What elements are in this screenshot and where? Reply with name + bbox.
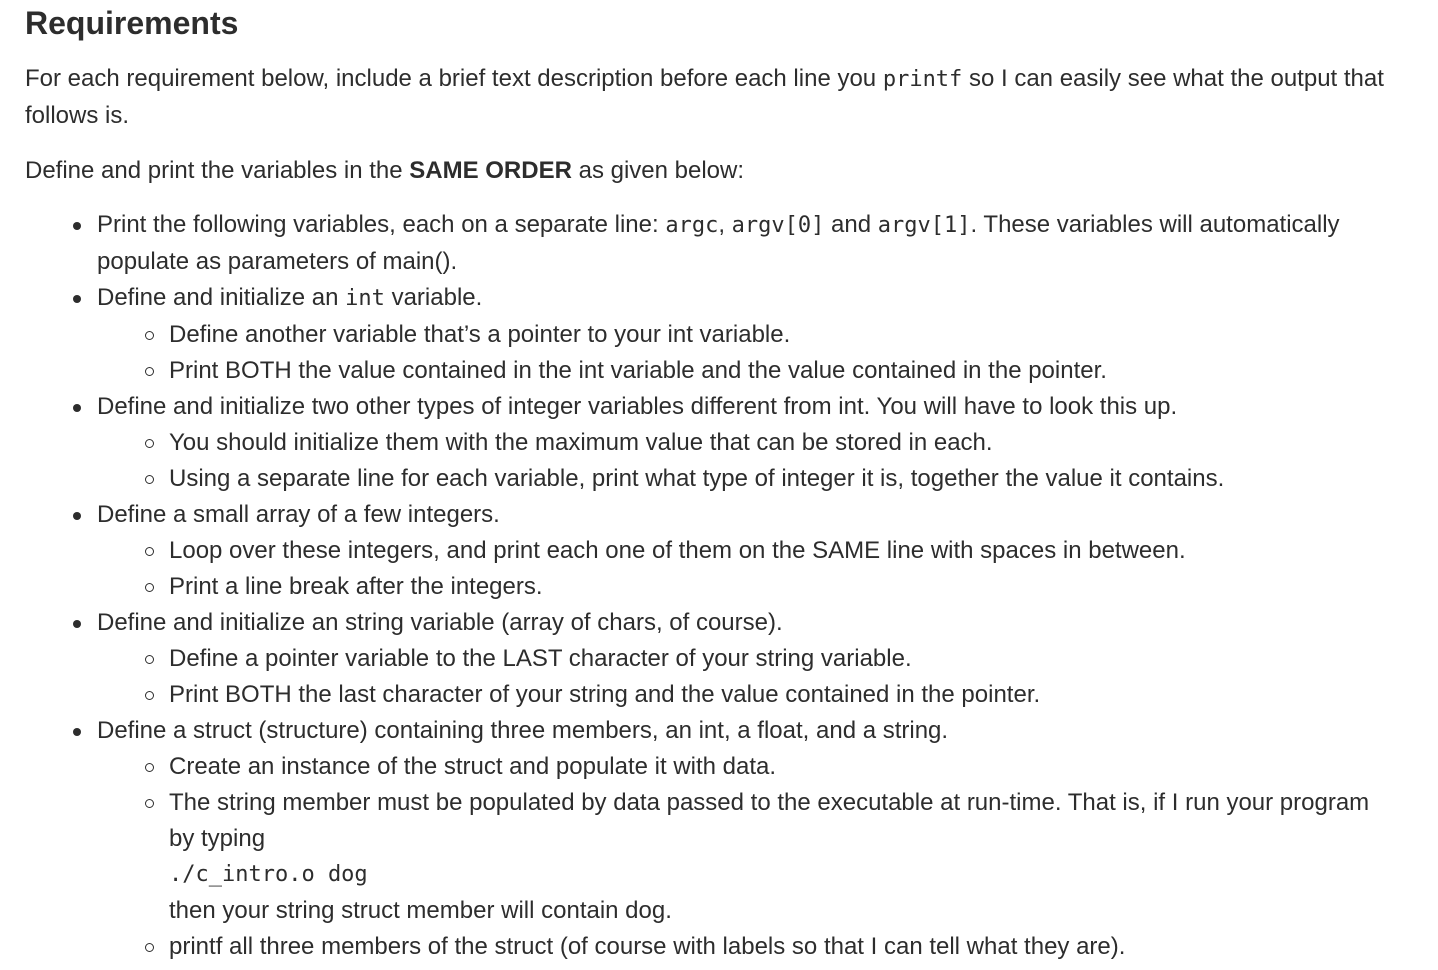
- bullet-circle-icon: [145, 475, 154, 484]
- item-text: Define and initialize an: [97, 284, 346, 311]
- sub-item-text: The string member must be populated by data passed to the executable at run-time. That is, if I run your program by typing: [169, 789, 1370, 852]
- sub-list-item: [169, 317, 1395, 353]
- inline-code: argv[1]: [877, 213, 971, 238]
- inline-code: argv[0]: [731, 213, 825, 238]
- bullet-circle-icon: [145, 547, 154, 556]
- sub-item-text-end: then your string struct member will contain dog.: [169, 897, 672, 924]
- sub-item-text: Print a line break after the integers.: [169, 573, 543, 600]
- list-item: [97, 207, 1395, 280]
- bullet-circle-icon: [145, 655, 154, 664]
- intro-text: For each requirement below, include a brief text description before each line you: [25, 65, 883, 92]
- list-item: [97, 389, 1395, 497]
- order-text-end: as given below:: [571, 157, 745, 184]
- bullet-disc-icon: [73, 222, 81, 230]
- sub-list: [97, 317, 1395, 389]
- sub-list: [97, 425, 1395, 497]
- sub-list: [97, 641, 1395, 713]
- sub-list-item: [169, 533, 1395, 569]
- intro-paragraph: [25, 61, 1395, 134]
- item-text: ,: [718, 211, 732, 238]
- item-text: . These variables will automatically populate as parameters of main().: [97, 211, 1340, 275]
- bullet-circle-icon: [145, 691, 154, 700]
- bullet-circle-icon: [145, 799, 154, 808]
- sub-item-text: Using a separate line for each variable, print what type of integer it is, together the value it contains.: [169, 465, 1225, 492]
- bullet-disc-icon: [73, 295, 81, 303]
- order-emphasis: SAME ORDER: [409, 157, 572, 184]
- sub-item-text: Loop over these integers, and print each one of them on the SAME line with spaces in between.: [169, 537, 1186, 564]
- sub-item-text: You should initialize them with the maximum value that can be stored in each.: [169, 429, 993, 456]
- bullet-circle-icon: [145, 331, 154, 340]
- page-title: Requirements: [25, 5, 239, 41]
- item-text: Define and initialize an string variable (array of chars, of course).: [97, 609, 783, 636]
- bullet-disc-icon: [73, 620, 81, 628]
- order-paragraph: [25, 153, 1395, 189]
- sub-list-item: [169, 353, 1395, 389]
- sub-item-text: Define a pointer variable to the LAST character of your string variable.: [169, 645, 912, 672]
- sub-list: [97, 749, 1395, 965]
- bullet-circle-icon: [145, 367, 154, 376]
- list-item: [97, 280, 1395, 389]
- bullet-disc-icon: [73, 728, 81, 736]
- intro-text-end: so I can easily see what the output that follows is.: [25, 65, 1384, 129]
- list-item: [97, 713, 1395, 965]
- item-text: Print the following variables, each on a separate line:: [97, 211, 666, 238]
- inline-code: argc: [665, 213, 719, 238]
- list-item: [97, 497, 1395, 605]
- item-text: variable.: [384, 284, 483, 311]
- sub-item-text: printf all three members of the struct (of course with labels so that I can tell what they are).: [169, 933, 1126, 960]
- sub-list-item: [169, 461, 1395, 497]
- sub-item-text: Print BOTH the last character of your string and the value contained in the pointer.: [169, 681, 1041, 708]
- sub-list-item: [169, 785, 1395, 929]
- inline-code: int: [345, 286, 385, 311]
- requirements-list: [25, 207, 1395, 965]
- sub-item-text: Create an instance of the struct and populate it with data.: [169, 753, 777, 780]
- sub-item-text: Define another variable that’s a pointer to your int variable.: [169, 321, 791, 348]
- item-text: and: [824, 211, 878, 238]
- bullet-circle-icon: [145, 763, 154, 772]
- sub-list-item: [169, 641, 1395, 677]
- bullet-disc-icon: [73, 512, 81, 520]
- sub-list-item: [169, 677, 1395, 713]
- sub-list-item: [169, 425, 1395, 461]
- bullet-disc-icon: [73, 404, 81, 412]
- document: [25, 0, 1395, 965]
- inline-code-printf: printf: [882, 67, 963, 92]
- sub-item-text: Print BOTH the value contained in the int variable and the value contained in the pointer.: [169, 357, 1107, 384]
- sub-list-item: [169, 929, 1395, 965]
- sub-list: [97, 533, 1395, 605]
- order-text: Define and print the variables in the: [25, 157, 410, 184]
- sub-list-item: [169, 749, 1395, 785]
- item-text: Define and initialize two other types of integer variables different from int. You will have to look this up.: [97, 393, 1178, 420]
- bullet-circle-icon: [145, 439, 154, 448]
- bullet-circle-icon: [145, 943, 154, 952]
- item-text: Define a small array of a few integers.: [97, 501, 500, 528]
- list-item: [97, 605, 1395, 713]
- sub-list-item: [169, 569, 1395, 605]
- bullet-circle-icon: [145, 583, 154, 592]
- item-text: Define a struct (structure) containing three members, an int, a float, and a string.: [97, 717, 949, 744]
- command-example: ./c_intro.o dog: [169, 862, 368, 887]
